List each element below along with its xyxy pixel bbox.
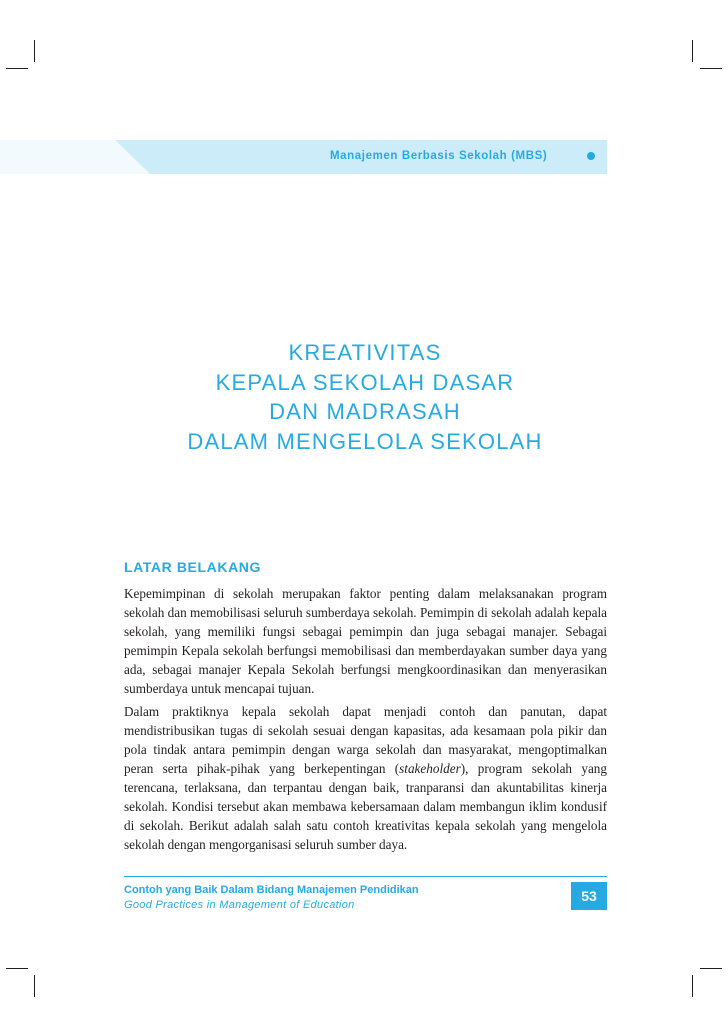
italic-term: stakeholder xyxy=(399,761,461,776)
section-heading: LATAR BELAKANG xyxy=(124,559,261,575)
footer-book-title: Contoh yang Baik Dalam Bidang Manajemen Pendidikan xyxy=(124,884,419,896)
crop-mark xyxy=(692,975,693,997)
crop-mark xyxy=(34,975,35,997)
paragraph: Dalam praktiknya kepala sekolah dapat menjadi contoh dan panutan, dapat mendistribusikan tugas di sekolah sesuai dengan kapasitas, ada kesamaan pola pikir dan pola tindak antara pemimpin dengan warga sekolah dan masyarakat, mengoptimalkan peran serta pihak-pihak yang berkepentingan (stakeholder), program sekolah yang terencana, terlaksana, dan terpantau dengan baik, tranparansi dan akuntabilitas kinerja sekolah. Kondisi tersebut akan membawa kebersamaan dalam membangun iklim kondusif di sekolah. Berikut adalah salah satu contoh kreativitas kepala sekolah yang mengelola sekolah dengan mengorganisasi seluruh sumber daya. xyxy=(124,704,607,852)
crop-mark xyxy=(692,40,693,62)
footer-rule xyxy=(124,876,607,877)
crop-mark xyxy=(6,968,28,969)
running-header-title: Manajemen Berbasis Sekolah (MBS) xyxy=(330,150,548,162)
chapter-title xyxy=(120,338,610,456)
bullet-icon xyxy=(587,152,595,160)
chapter-title-line: KREATIVITAS xyxy=(288,340,442,365)
chapter-title-line: DALAM MENGELOLA SEKOLAH xyxy=(187,428,543,454)
chapter-title-line: DAN MADRASAH xyxy=(269,399,461,424)
page-number: 53 xyxy=(571,882,607,910)
body-text xyxy=(124,584,607,858)
paragraph: Kepemimpinan di sekolah merupakan faktor penting dalam melaksanakan program sekolah dan memobilisasi seluruh sumberdaya sekolah. Pemimpin di sekolah adalah kepala sekolah, yang memiliki fungsi sebagai pemimpin dan juga sebagai manajer. Sebagai pemimpin Kepala sekolah berfungsi memobilisasi dan memberdayakan sumber daya yang ada, sebagai manajer Kepala Sekolah berfungsi mengkoordinasikan dan menyerasikan sumberdaya untuk mencapai tujuan. xyxy=(124,586,607,696)
chapter-title-line: KEPALA SEKOLAH DASAR xyxy=(215,369,515,395)
crop-mark xyxy=(34,40,35,62)
crop-mark xyxy=(6,68,28,69)
crop-mark xyxy=(700,68,722,69)
footer-book-subtitle: Good Practices in Management of Education xyxy=(124,899,355,911)
crop-mark xyxy=(700,968,722,969)
